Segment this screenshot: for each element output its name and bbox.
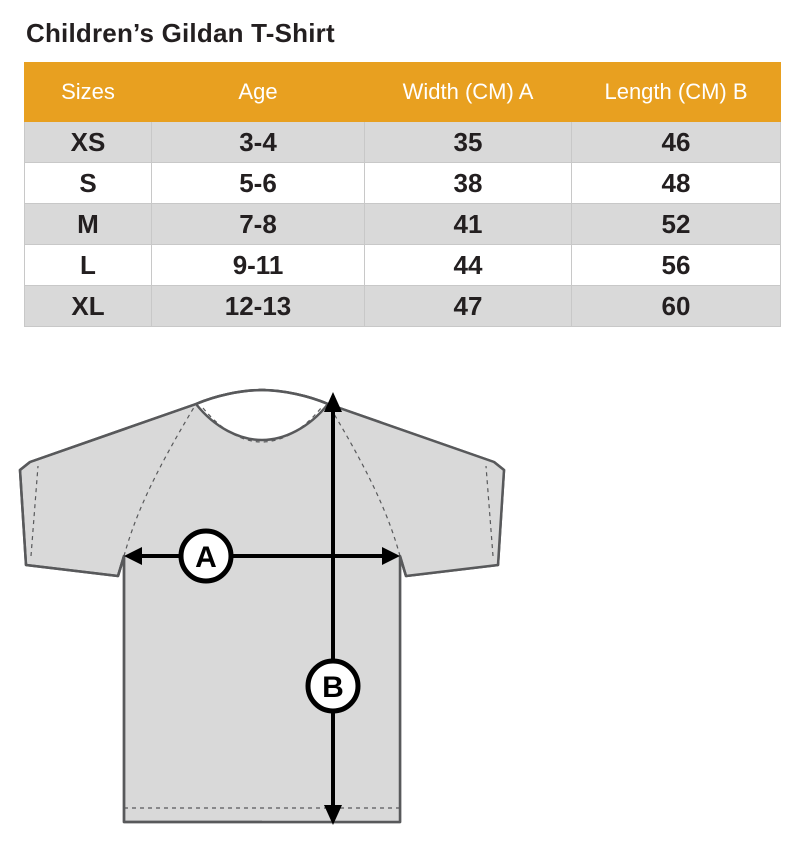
table-header-row	[25, 63, 781, 122]
cell-size: XL	[25, 286, 152, 327]
cell-length: 52	[572, 204, 781, 245]
cell-length: 46	[572, 122, 781, 163]
column-header-sizes: Sizes	[25, 63, 152, 122]
cell-length: 60	[572, 286, 781, 327]
column-header-length: Length (CM) B	[572, 63, 781, 122]
cell-width: 38	[365, 163, 572, 204]
cell-age: 3-4	[152, 122, 365, 163]
cell-size: M	[25, 204, 152, 245]
cell-age: 12-13	[152, 286, 365, 327]
cell-width: 41	[365, 204, 572, 245]
cell-length: 48	[572, 163, 781, 204]
tshirt-measurement-diagram	[0, 370, 800, 857]
table-row	[25, 286, 781, 327]
cell-size: S	[25, 163, 152, 204]
table-row	[25, 204, 781, 245]
tshirt-illustration	[20, 390, 504, 822]
tshirt-right-fill	[262, 390, 504, 822]
cell-age: 9-11	[152, 245, 365, 286]
table-row	[25, 245, 781, 286]
column-header-age: Age	[152, 63, 365, 122]
length-arrow-head-top	[324, 392, 342, 412]
cell-width: 44	[365, 245, 572, 286]
marker-a-label: A	[195, 541, 217, 574]
table-row	[25, 163, 781, 204]
cell-size: L	[25, 245, 152, 286]
page-title: Children’s Gildan T-Shirt	[26, 18, 335, 48]
marker-b-label: B	[322, 671, 344, 704]
size-table	[24, 62, 781, 327]
cell-width: 47	[365, 286, 572, 327]
cell-size: XS	[25, 122, 152, 163]
column-header-width: Width (CM) A	[365, 63, 572, 122]
cell-length: 56	[572, 245, 781, 286]
cell-age: 5-6	[152, 163, 365, 204]
cell-age: 7-8	[152, 204, 365, 245]
cell-width: 35	[365, 122, 572, 163]
table-body	[25, 122, 781, 327]
table-header	[25, 63, 781, 122]
table-row	[25, 122, 781, 163]
